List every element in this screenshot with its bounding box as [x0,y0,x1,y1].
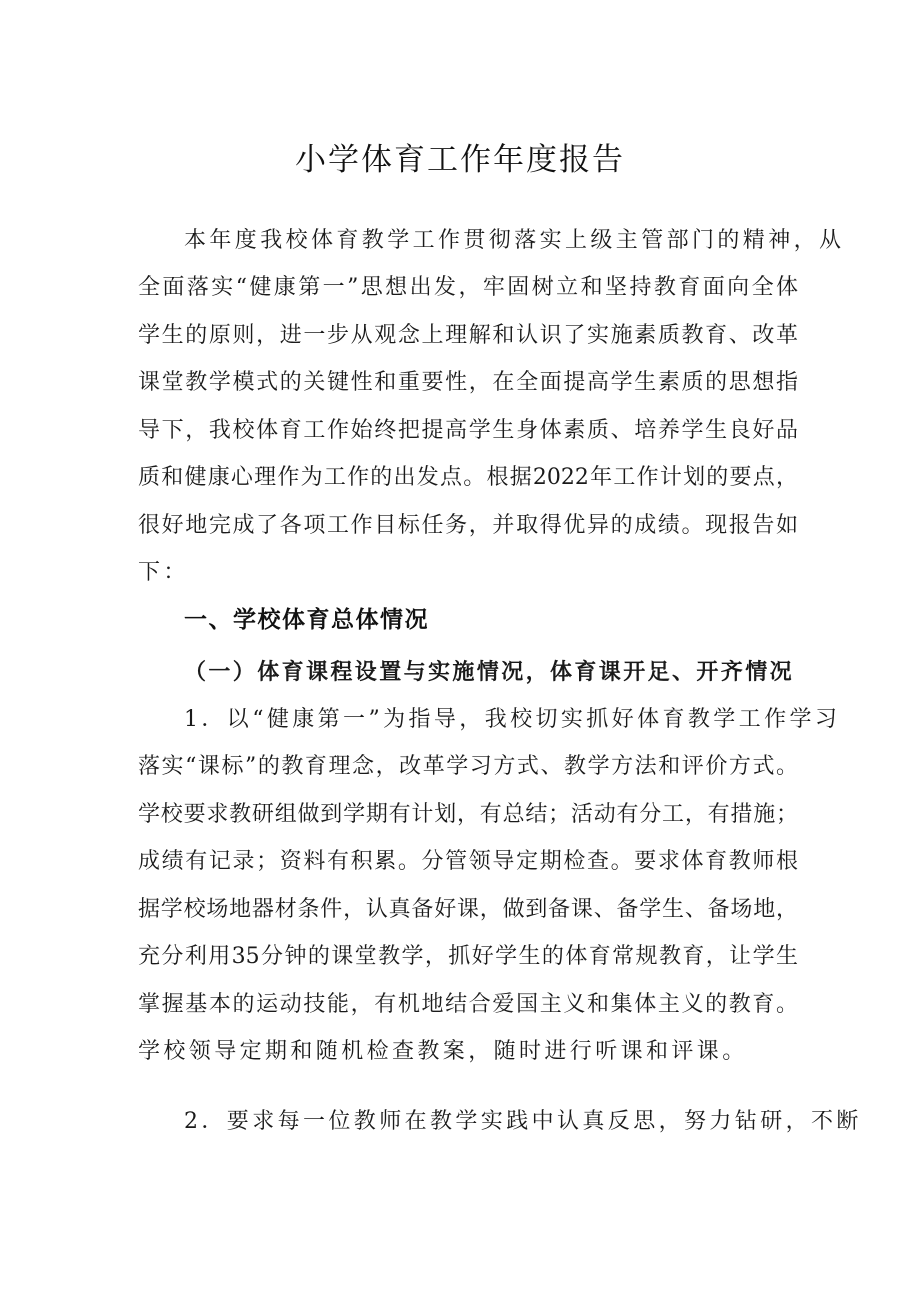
subsection-heading: （一）体育课程设置与实施情况，体育课开足、开齐情况 [184,659,795,685]
paragraph-line: 课堂教学模式的关键性和重要性，在全面提高学生素质的思想指 [138,370,798,395]
paragraph-line: 充分利用35分钟的课堂教学，抓好学生的体育常规教育，让学生 [138,944,798,969]
paragraph-line: 导下，我校体育工作始终把提高学生身体素质、培养学生良好品 [138,418,798,443]
paragraph-line: 很好地完成了各项工作目标任务，并取得优异的成绩。现报告如 [138,513,798,538]
paragraph-line: 下： [138,560,189,585]
document-title: 小学体育工作年度报告 [295,142,625,178]
paragraph-line: 质和健康心理作为工作的出发点。根据2022年工作计划的要点， [138,465,798,490]
paragraph-line: 落实“课标”的教育理念，改革学习方式、教学方法和评价方式。 [138,754,798,779]
paragraph-line: 据学校场地器材条件，认真备好课，做到备课、备学生、备场地， [138,897,798,922]
paragraph-line: 学生的原则，进一步从观念上理解和认识了实施素质教育、改革 [138,323,798,348]
paragraph-line: 1．以“健康第一”为指导，我校切实抓好体育教学工作学习 [184,707,841,732]
paragraph-line: 2．要求每一位教师在教学实践中认真反思，努力钻研，不断 [184,1109,862,1134]
paragraph-line: 全面落实“健康第一”思想出发，牢固树立和坚持教育面向全体 [138,275,798,300]
paragraph-line: 本年度我校体育教学工作贯彻落实上级主管部门的精神，从 [184,228,845,253]
section-heading: 一、学校体育总体情况 [184,607,429,633]
paragraph-line: 学校领导定期和随机检查教案，随时进行听课和评课。 [138,1039,748,1064]
paragraph-line: 学校要求教研组做到学期有计划，有总结；活动有分工，有措施； [138,802,798,827]
paragraph-line: 掌握基本的运动技能，有机地结合爱国主义和集体主义的教育。 [138,992,798,1017]
paragraph-line: 成绩有记录；资料有积累。分管领导定期检查。要求体育教师根 [138,849,798,874]
